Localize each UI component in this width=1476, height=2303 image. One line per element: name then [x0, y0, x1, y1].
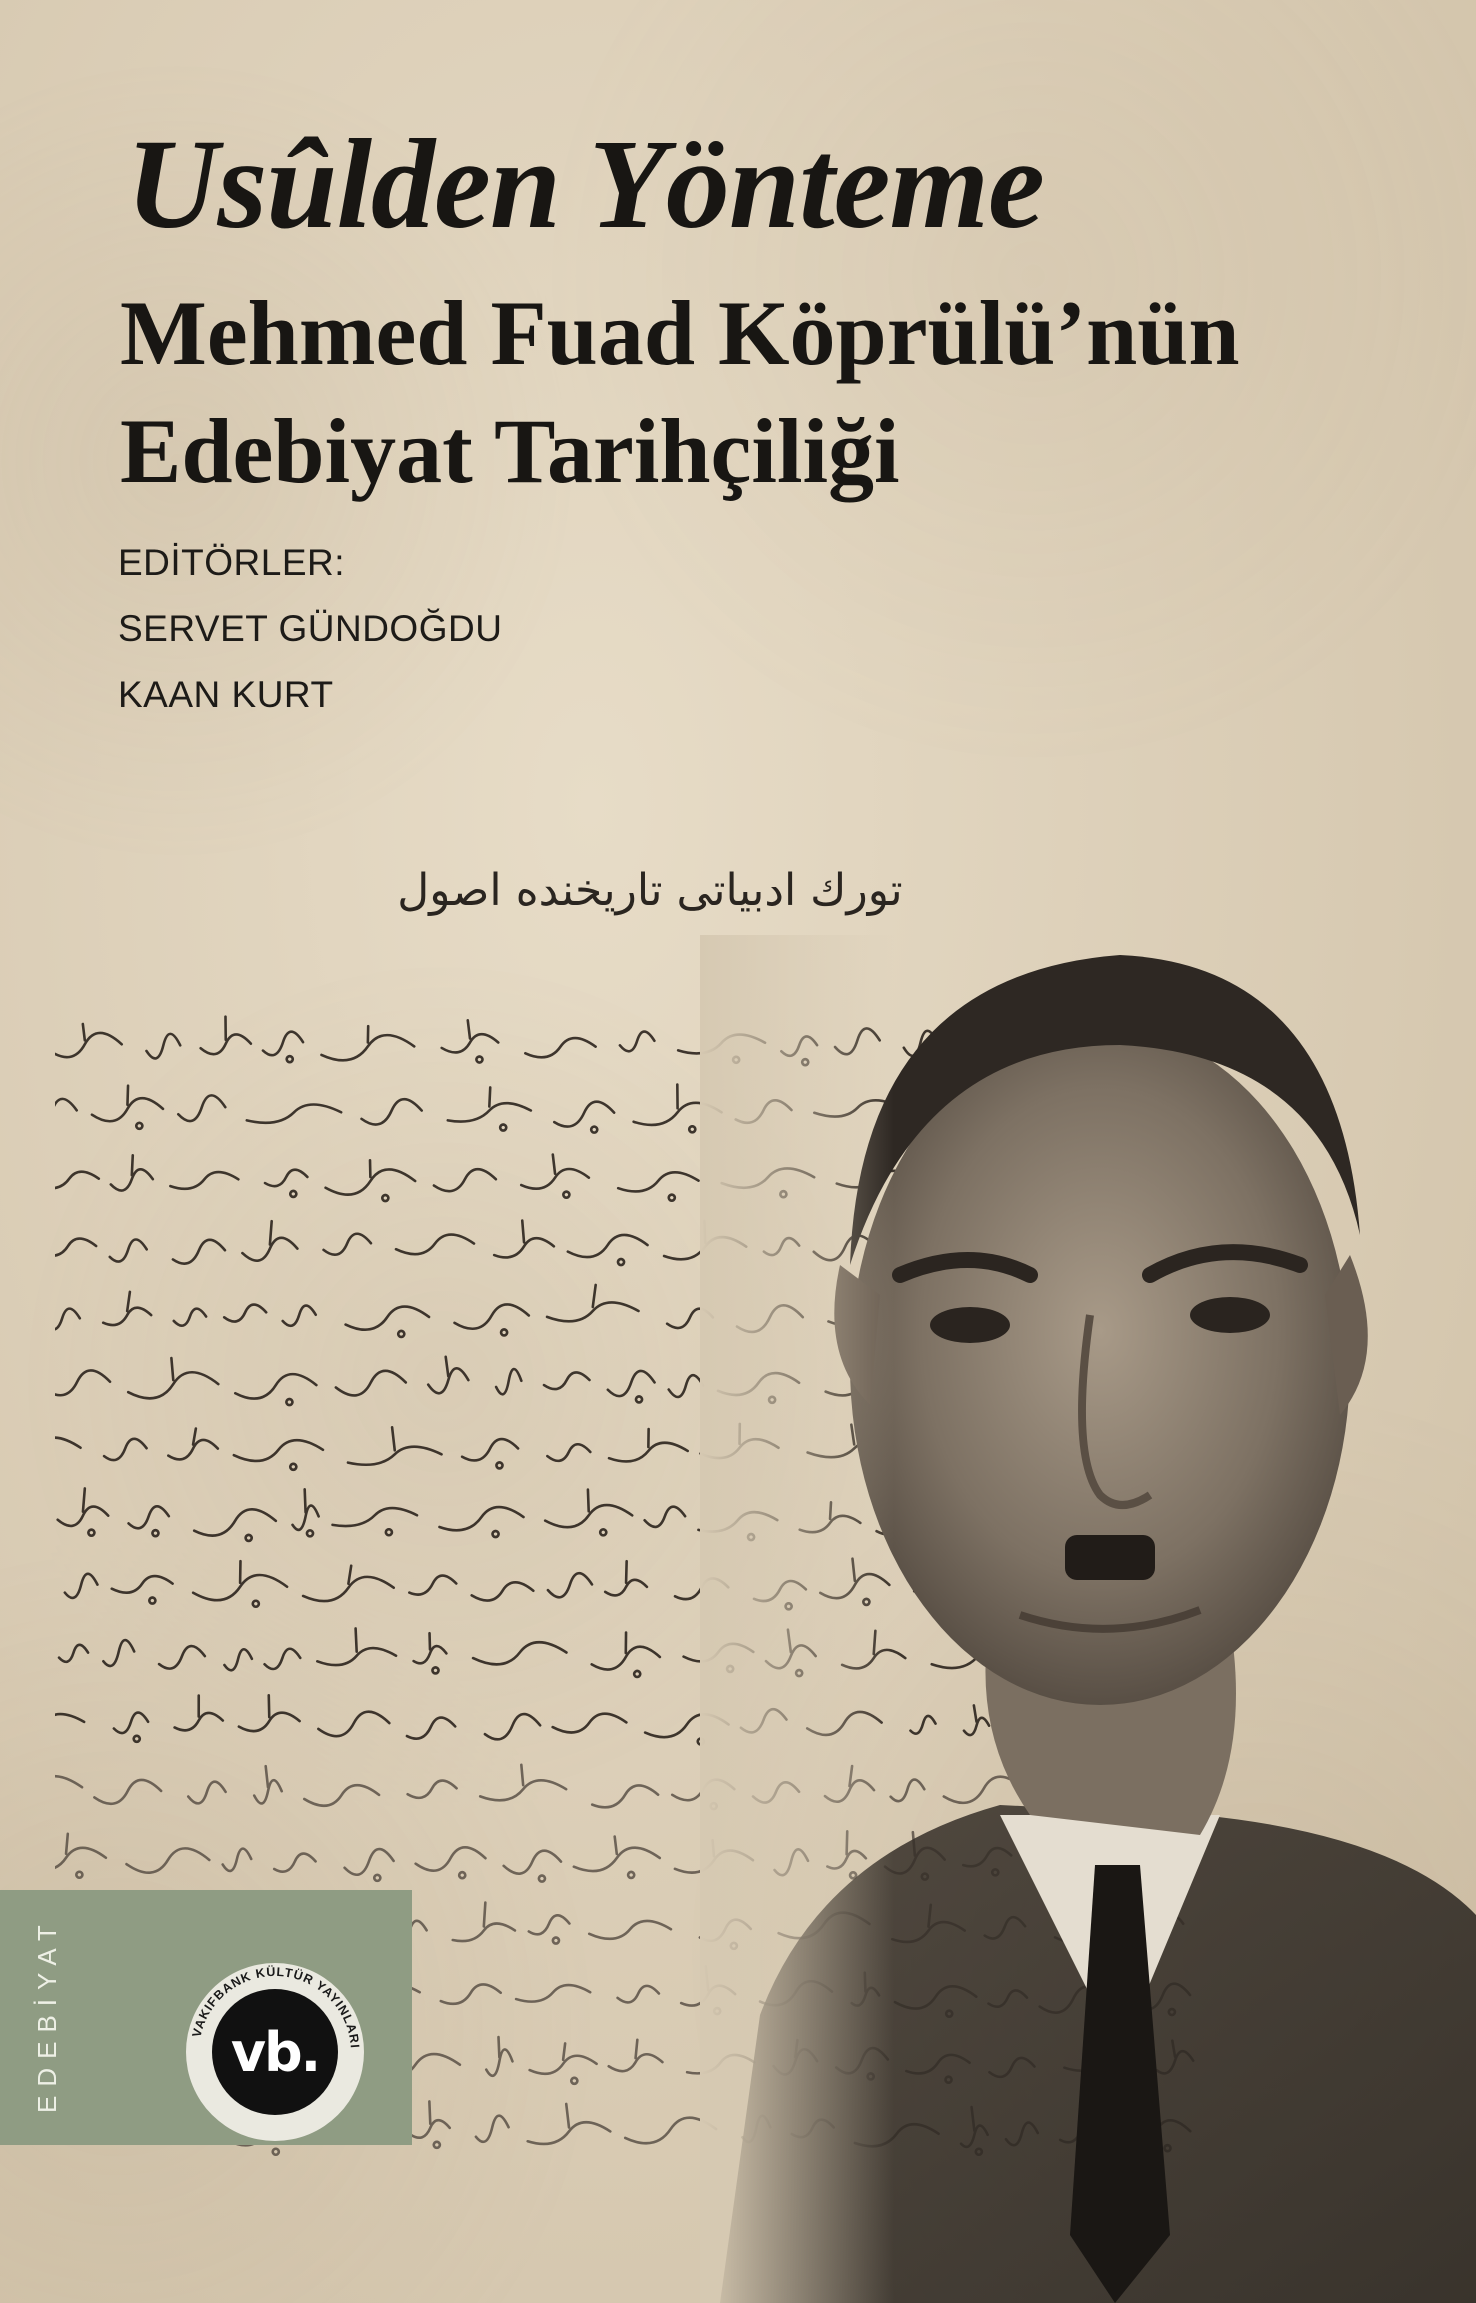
editor-name: KAAN KURT — [118, 674, 334, 715]
manuscript-heading: تورك ادبياتى تاريخنده اصول — [397, 865, 903, 916]
publisher-name: VAKIFBANK KÜLTÜR YAYINLARI — [189, 1964, 362, 2050]
series-label: EDEBİYAT — [32, 1916, 62, 2114]
editor-name: SERVET GÜNDOĞDU — [118, 608, 503, 649]
book-subtitle — [120, 275, 1240, 511]
portrait-photo — [700, 935, 1476, 2303]
subtitle-line-2: Edebiyat Tarihçiliği — [120, 399, 900, 502]
subtitle-line-1: Mehmed Fuad Köprülü’nün — [120, 282, 1240, 384]
book-title: Usûlden Yönteme — [126, 113, 1044, 255]
editors-block — [118, 530, 502, 728]
editors-heading: EDİTÖRLER: — [118, 542, 346, 583]
publisher-mark: vb. — [212, 1989, 338, 2115]
publisher-logo — [186, 1963, 364, 2141]
